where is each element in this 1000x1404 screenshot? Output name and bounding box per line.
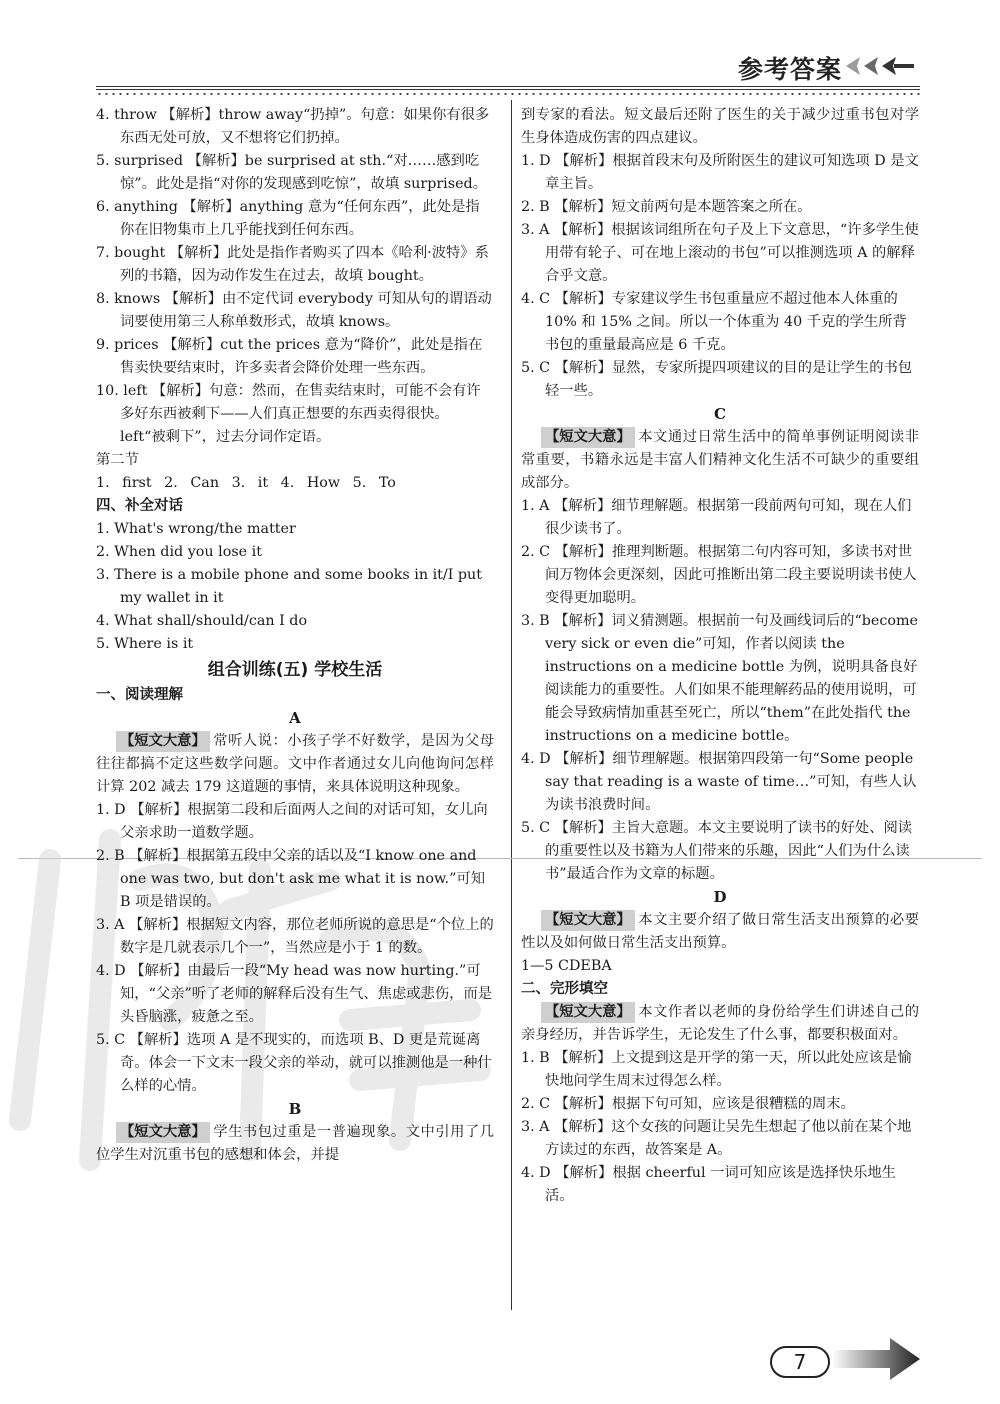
- answer-item: 5. surprised 【解析】be surprised at sth.“对……感到吃惊”。此处是指“对你的发现感到吃惊”，故填 surprised。: [96, 153, 487, 192]
- passage-summary: [96, 1121, 494, 1167]
- answer-item: 2. C 【解析】根据下句可知，应该是很糟糕的周末。: [521, 1096, 855, 1112]
- section2-answers: 1. first 2. Can 3. it 4. How 5. To: [96, 475, 396, 491]
- answer-item: 7. bought 【解析】此处是指作者购买了四本《哈利·波特》系列的书籍，因为动作发生在过去，故填 bought。: [96, 245, 489, 284]
- answer-item: 1. D 【解析】根据第二段和后面两人之间的对话可知，女儿向父亲求助一道数学题。: [96, 802, 488, 841]
- part-d-answers: 1—5 CDEBA: [521, 958, 612, 974]
- passage-summary: [96, 730, 494, 799]
- summary-tag: 【短文大意】: [541, 1002, 635, 1023]
- cloze-heading: 二、完形填空: [521, 981, 608, 997]
- summary-tag: 【短文大意】: [541, 427, 635, 448]
- part-letter: C: [714, 405, 726, 423]
- summary-text: 本文作者以老师的身份给学生们讲述自己的亲身经历，并告诉学生，无论发生了什么事，都要积极面对。: [521, 1004, 919, 1043]
- part-letter: D: [713, 888, 727, 906]
- passage-summary: [521, 426, 919, 495]
- answer-item: 6. anything 【解析】anything 意为“任何东西”，此处是指你在旧物集市上几乎能找到任何东西。: [96, 199, 480, 238]
- answer-item: 1. A 【解析】细节理解题。根据第一段前两句可知，现在人们很少读书了。: [521, 498, 912, 537]
- answer-item: 4. D 【解析】根据 cheerful 一词可知应该是选择快乐地生活。: [521, 1165, 896, 1204]
- answer-item: 3. B 【解析】词义猜测题。根据前一句及画线词后的“become very sick or even die”可知，作者以阅读 the instructions on a medicine bottle 为例，说明具备良好阅读能力的重要性。人们如果不能理解药品的使用说明，可能会导致病情加重甚至死亡，所以“them”在此处指代 the instructions on a medicine bottle。: [521, 613, 919, 744]
- answer-item: 5. C 【解析】主旨大意题。本文主要说明了读书的好处、阅读的重要性以及书籍为人们带来的乐趣，因此“人们为什么读书”最适合作为文章的标题。: [521, 820, 913, 882]
- passage-summary: [521, 909, 919, 955]
- dialogue-item: 3. There is a mobile phone and some books in it/I put my wallet in it: [96, 567, 483, 606]
- page-header-title: 参考答案: [738, 55, 843, 84]
- answer-item: 1. B 【解析】上文提到这是开学的第一天，所以此处应该是愉快地问学生周末过得怎么样。: [521, 1050, 912, 1089]
- summary-text: 本文通过日常生活中的简单事例证明阅读非常重要，书籍永远是丰富人们精神文化生活不可缺少的重要组成部分。: [521, 429, 919, 491]
- dialogue-item: 5. Where is it: [96, 636, 194, 652]
- answer-item: 3. A 【解析】根据该词组所在句子及上下文意思，“许多学生使用带有轮子、可在地上滚动的书包”可以推测选项 A 的解释合乎文意。: [521, 222, 919, 284]
- answer-item: 5. C 【解析】选项 A 是不现实的，而选项 B、D 更是荒诞离奇。体会一下文末一段父亲的举动，就可以推测他是一种什么样的心情。: [96, 1032, 492, 1094]
- dialogue-item: 1. What's wrong/the matter: [96, 521, 296, 537]
- summary-text: 常听人说：小孩子学不好数学，是因为父母往往都搞不定这些数学问题。文中作者通过女儿向他询问怎样计算 202 减去 179 这道题的事情，来具体说明这种现象。: [96, 733, 494, 795]
- answer-item: 3. A 【解析】这个女孩的问题让吴先生想起了他以前在某个地方读过的东西，故答案是 A。: [521, 1119, 912, 1158]
- answer-item: 8. knows 【解析】由不定代词 everybody 可知从句的谓语动词要使用第三人称单数形式，故填 knows。: [96, 291, 492, 330]
- answer-item: 4. D 【解析】由最后一段“My head was now hurting.”可知，“父亲”听了老师的解释后没有生气、焦虑或悲伤，而是头昏脑涨，疲惫之至。: [96, 963, 493, 1025]
- header-arrows-icon: [846, 54, 916, 78]
- answer-item: 5. C 【解析】显然，专家所提四项建议的目的是让学生的书包轻一些。: [521, 360, 913, 399]
- left-column: [96, 104, 494, 1167]
- summary-text: 学生书包过重是一普遍现象。文中引用了几位学生对沉重书包的感想和体会，并提: [96, 1124, 494, 1163]
- answer-item: 2. B 【解析】根据第五段中父亲的话以及“I know one and one was two, but don't ask me what it is now.”可知 B 项是错误的。: [96, 848, 485, 910]
- header-dotted-rule: [96, 92, 920, 96]
- answer-item: 2. B 【解析】短文前两句是本题答案之所在。: [521, 199, 812, 215]
- page-number: 7: [770, 1346, 830, 1378]
- answer-item: 4. D 【解析】细节理解题。根据第四段第一句“Some people say that reading is a waste of time…”可知，有些人认为读书浪费时间。: [521, 751, 917, 813]
- next-arrow-icon: [832, 1336, 922, 1382]
- summary-tag: 【短文大意】: [116, 731, 210, 752]
- summary-text: 本文主要介绍了做日常生活支出预算的必要性以及如何做日常生活支出预算。: [521, 912, 919, 951]
- dialogue-item: 2. When did you lose it: [96, 544, 262, 560]
- dialogue-heading: 四、补全对话: [96, 498, 183, 514]
- answer-item: 10. left 【解析】句意：然而，在售卖结束时，可能不会有许多好东西被剩下——人们真正想要的东西卖得很快。left“被剩下”，过去分词作定语。: [96, 383, 481, 445]
- summary-tag: 【短文大意】: [116, 1122, 210, 1143]
- passage-summary: [521, 1001, 919, 1047]
- answer-item: 4. throw 【解析】throw away“扔掉”。句意：如果你有很多东西无处可放，又不想将它们扔掉。: [96, 107, 490, 146]
- right-column: [521, 104, 919, 1208]
- unit-title: 组合训练(五) 学校生活: [207, 660, 383, 680]
- answer-item: 4. C 【解析】专家建议学生书包重量应不超过他本人体重的 10% 和 15% 之间。所以一个体重为 40 千克的学生所背书包的重量最高应是 6 千克。: [521, 291, 907, 353]
- reading-heading: 一、阅读理解: [96, 687, 183, 703]
- section-label: 第二节: [96, 452, 139, 468]
- summary-tag: 【短文大意】: [541, 910, 635, 931]
- answer-item: 9. prices 【解析】cut the prices 意为“降价”，此处是指在售卖快要结束时，许多卖者会降价处理一些东西。: [96, 337, 483, 376]
- answer-item: 1. D 【解析】根据首段末句及所附医生的建议可知选项 D 是文章主旨。: [521, 153, 919, 192]
- dialogue-item: 4. What shall/should/can I do: [96, 613, 308, 629]
- answer-item: 2. C 【解析】推理判断题。根据第二句内容可知，多读书对世间万物体会更深刻，因此可推断出第二段主要说明读书使人变得更加聪明。: [521, 544, 917, 606]
- part-letter: A: [289, 709, 301, 727]
- part-letter: B: [288, 1100, 302, 1118]
- header-rule: [96, 86, 920, 90]
- answer-item: 3. A 【解析】根据短文内容，那位老师所说的意思是“个位上的数字是几就表示几个一”，当然应是小于 1 的数。: [96, 917, 494, 956]
- summary-continuation: 到专家的看法。短文最后还附了医生的关于减少过重书包对学生身体造成伤害的四点建议。: [521, 107, 919, 146]
